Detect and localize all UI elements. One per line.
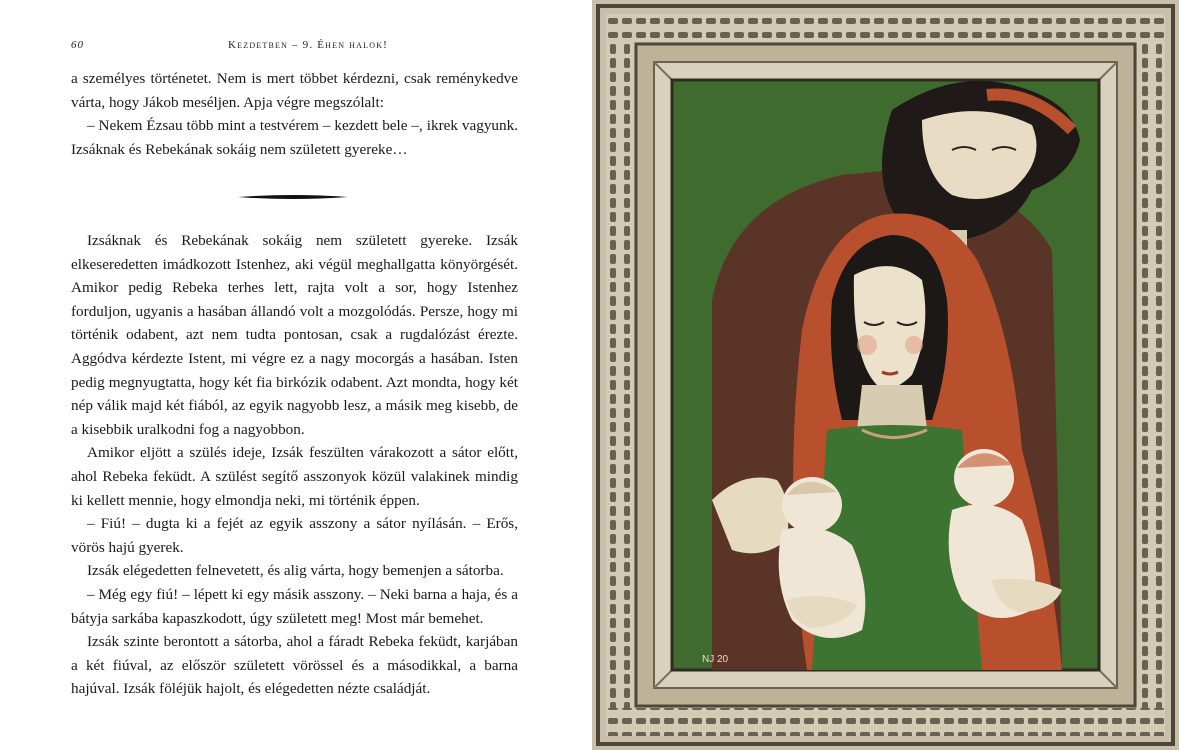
section-divider-ornament <box>238 192 348 202</box>
frame-bead-left <box>606 42 634 708</box>
text-section-1 <box>71 67 518 161</box>
paragraph: Amikor eljött a szülés ideje, Izsák feszülten várakozott a sátor előtt, ahol Rebeka feküdt. A szülést segítő asszonyok közül valakinek mindig ki kellett mennie, hogy elmondja neki, mi történik éppen. <box>71 444 518 509</box>
paragraph: – Még egy fiú! – lépett ki egy másik asszony. – Neki barna a haja, és a bátyja sarkába kapaszkodott, úgy született meg! Most már bemehet. <box>71 585 518 627</box>
text-section-2 <box>71 229 518 701</box>
paragraph: – Nekem Ézsau több mint a testvérem – kezdett bele –, ikrek vagyunk. Izsáknak és Rebekának sokáig nem született gyereke… <box>71 117 518 158</box>
paragraph: – Fiú! – dugta ki a fejét az egyik asszony a sátor nyílásán. – Erős, vörös hajú gyerek. <box>71 515 518 556</box>
illustration-page <box>592 0 1179 750</box>
page-number: 60 <box>71 39 84 51</box>
paragraph: Izsák szinte berontott a sátorba, ahol a fáradt Rebeka feküdt, karjában a két fiúval, az először született vörössel és a másodikkal, a barna hajúval. Izsák föléjük hajolt, és elégedetten nézte családját. <box>71 633 518 698</box>
running-head <box>0 38 592 54</box>
frame-bead-bottom <box>606 708 1165 736</box>
frame-bead-top <box>606 14 1165 42</box>
artist-signature: NJ 20 <box>702 654 729 665</box>
paragraph: Izsáknak és Rebekának sokáig nem született gyereke. Izsák elkeseredetten imádkozott Istenhez, aki végül meghallgatta könyörgését. Amikor pedig Rebeka terhes lett, rajta volt a sor, hogy Istenhez forduljon, ugyanis a hasában állandó volt a mozgolódás. Persze, hogy mi történik odabent, azt nem tudta pontosan, csak a rugdalózást érezte. Aggódva kérdezte Istent, mi végre ez a nagy mocorgás a hasában. Isten pedig megnyugtatta, hogy két fia birkózik odabent. Azt mondta, hogy két nép válik majd két fiából, az egyik nagyobb lesz, a másik meg kisebb, de a kisebbik uralkodni fog a nagyobbon. <box>71 232 518 438</box>
paragraph: Izsák elégedetten felnevetett, és alig várta, hogy bemenjen a sátorba. <box>87 562 504 580</box>
frame-bead-right <box>1137 42 1165 708</box>
family-illustration <box>592 0 1179 750</box>
chapter-title: Kezdetben – 9. Éhen halok! <box>228 39 389 51</box>
paragraph: a személyes történetet. Nem is mert többet kérdezni, csak reménykedve várta, hogy Jákob meséljen. Apja végre megszólalt: <box>71 70 518 111</box>
